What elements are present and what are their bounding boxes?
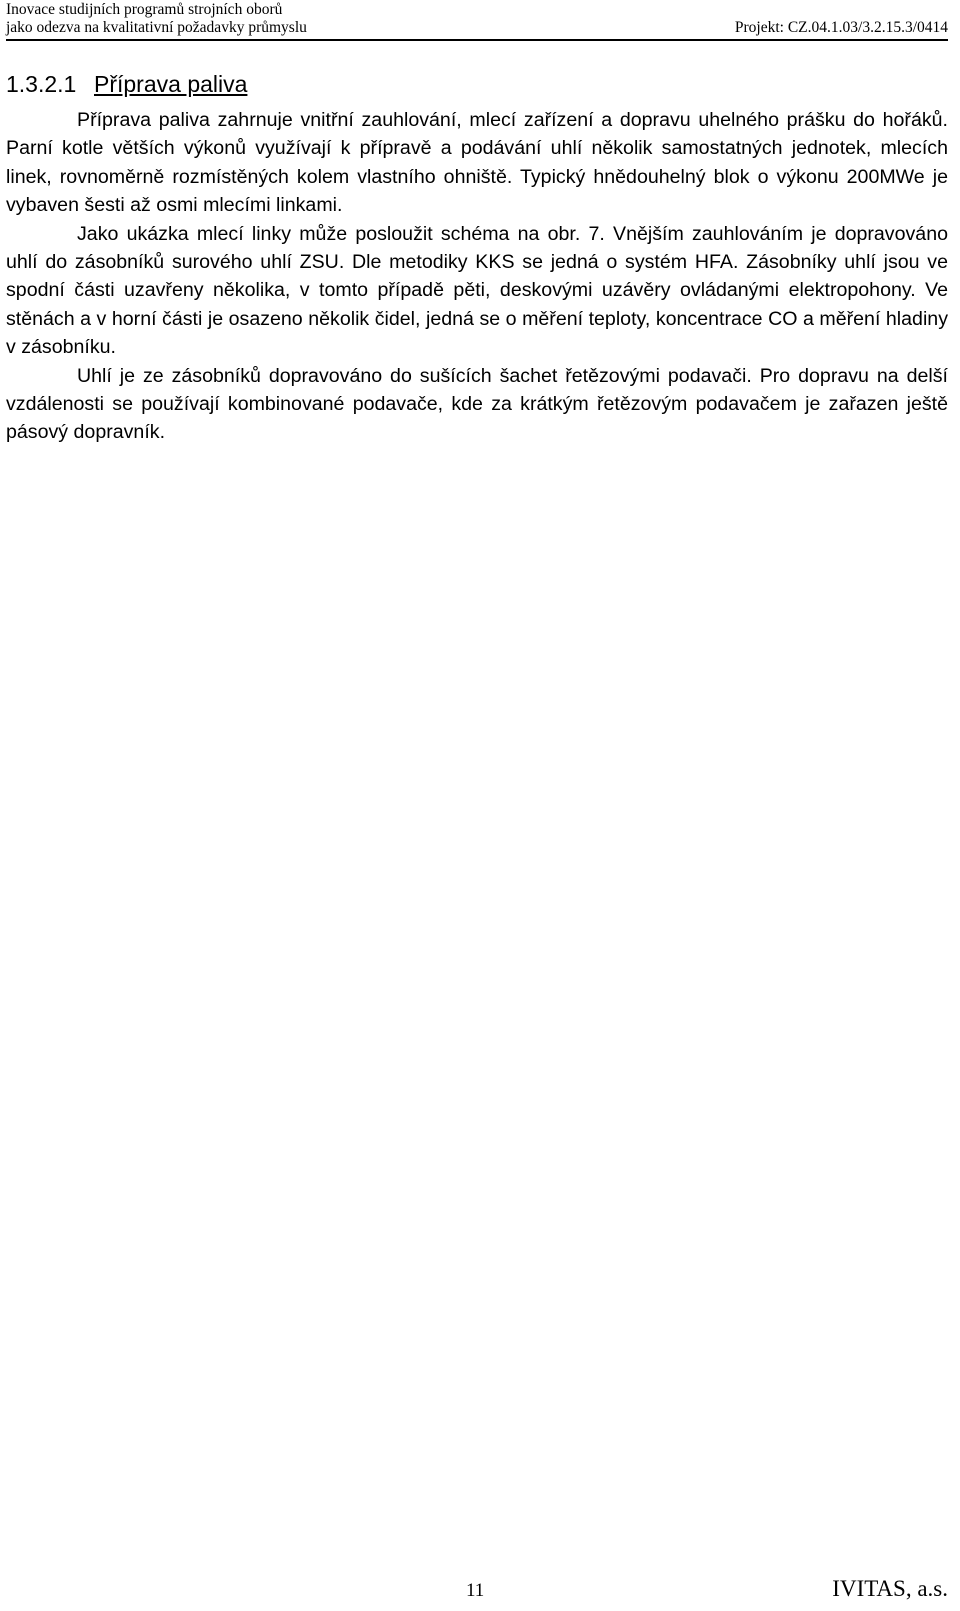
page-footer bbox=[6, 1576, 948, 1606]
page-number: 11 bbox=[466, 1580, 485, 1601]
company-name: IVITAS, a.s. bbox=[832, 1576, 948, 1601]
section-heading bbox=[6, 70, 247, 98]
header-left bbox=[6, 1, 307, 37]
paragraph-3: Uhlí je ze zásobníků dopravováno do sušících šachet řetězovými podavači. Pro dopravu na delší vzdálenosti se používají kombinované podavače, kde za krátkým řetězovým podavačem je zařazen ještě pásový dopravník. bbox=[6, 364, 948, 444]
paragraph-2: Jako ukázka mlecí linky může posloužit schéma na obr. 7. Vnějším zauhlováním je dopravováno uhlí do zásobníků surového uhlí ZSU. Dle metodiky KKS se jedná o systém HFA. Zásobníky uhlí jsou ve spodní části uzavřeny několika, v tomto případě pěti, deskovými uzávěry ovládanými elektropohony. Ve stěnách a v horní části je osazeno několik čidel, jedná se o měření teploty, koncentrace CO a měření hladiny v zásobníku. bbox=[6, 222, 948, 359]
page-header bbox=[6, 1, 948, 41]
body-text bbox=[6, 106, 948, 447]
section-number: 1.3.2.1 bbox=[6, 71, 77, 97]
header-line-2: jako odezva na kvalitativní požadavky průmyslu bbox=[6, 19, 307, 36]
section-title: Příprava paliva bbox=[94, 71, 248, 97]
paragraph-1: Příprava paliva zahrnuje vnitřní zauhlování, mlecí zařízení a dopravu uhelného prášku do hořáků. Parní kotle větších výkonů využívají k přípravě a podávání uhlí několik samostatných jednotek, mlecích linek, rovnoměrně rozmístěných kolem vlastního ohniště. Typický hnědouhelný blok o výkonu 200MWe je vybaven šesti až osmi mlecími linkami. bbox=[6, 109, 948, 217]
header-line-1: Inovace studijních programů strojních oborů bbox=[6, 1, 283, 18]
header-project: Projekt: CZ.04.1.03/3.2.15.3/0414 bbox=[734, 19, 948, 36]
